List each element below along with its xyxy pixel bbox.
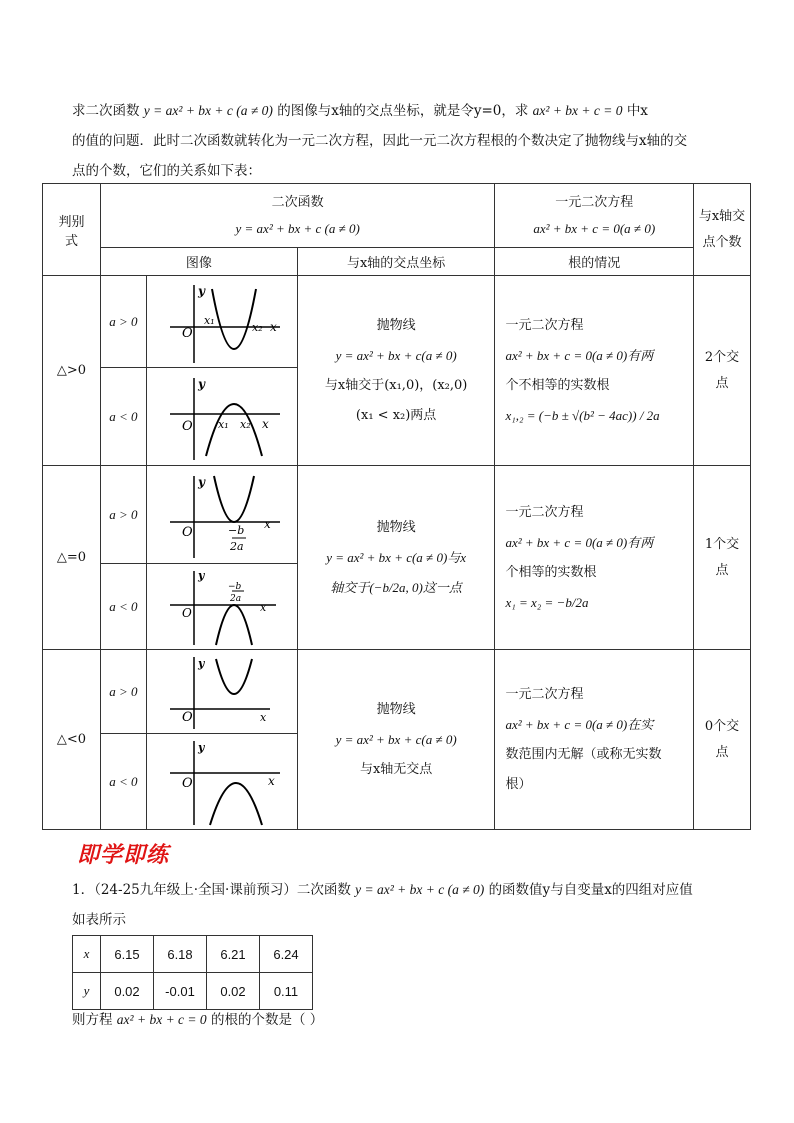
graph-two-roots-down: [146, 368, 297, 466]
intro-text: 中x: [626, 103, 648, 119]
svg-text:O: O: [181, 325, 193, 341]
intro-line: 的值的问题．此时二次函数就转化为一元二次方程，因此一元二次方程根的个数决定了抛物线与x轴的交: [72, 133, 688, 149]
a-positive-label: a > 0: [100, 276, 146, 368]
a-negative-label: a < 0: [100, 368, 146, 466]
svg-text:y: y: [197, 656, 205, 670]
svg-text:2a: 2a: [229, 539, 244, 553]
coords-two-points: 抛物线 y = ax² + bx + c(a ≠ 0) 与x轴交于(x₁,0)，(x₂,0) (x₁ < x₂)两点: [297, 276, 495, 466]
coords-no-point: 抛物线 y = ax² + bx + c(a ≠ 0) 与x轴无交点: [297, 650, 495, 830]
disc-zero: △=0: [43, 466, 101, 650]
roots-none: 一元二次方程 ax² + bx + c = 0(a ≠ 0)在实 数范围内无解（或称无实数 根）: [495, 650, 694, 830]
svg-text:O: O: [181, 605, 192, 620]
count-one: 1个交点: [694, 466, 751, 650]
a-negative-label: a < 0: [100, 564, 146, 650]
graph-two-roots-up: [146, 276, 297, 368]
svg-text:x: x: [263, 516, 271, 531]
svg-text:y: y: [197, 474, 205, 489]
a-positive-label: a > 0: [100, 466, 146, 564]
header-count: 与x轴交点个数: [694, 184, 751, 276]
disc-negative: △<0: [43, 650, 101, 830]
count-two: 2个交点: [694, 276, 751, 466]
count-zero: 0个交点: [694, 650, 751, 830]
relationship-table: [42, 183, 751, 830]
a-positive-label: a > 0: [100, 650, 146, 734]
graph-no-root-down: [146, 734, 297, 830]
graph-one-root-up: [146, 466, 297, 564]
roots-two-distinct: 一元二次方程 ax² + bx + c = 0(a ≠ 0)有两 个不相等的实数根 x₁,₂ = (−b ± √(b² − 4ac)) / 2a: [495, 276, 694, 466]
svg-text:y: y: [197, 376, 205, 391]
question-1-prompt: 则方程 ax² + bx + c = 0 的根的个数是（ ）: [72, 1012, 324, 1028]
y-row: y 0.02 -0.01 0.02 0.11: [73, 973, 313, 1010]
svg-text:y: y: [197, 740, 205, 754]
svg-text:x: x: [267, 773, 275, 788]
intro-paragraph: [72, 96, 732, 186]
svg-text:2a: 2a: [229, 593, 241, 604]
intro-text: 求二次函数: [72, 103, 140, 119]
header-graph: 图像: [100, 248, 297, 276]
header-roots: 根的情况: [495, 248, 694, 276]
svg-text:O: O: [181, 418, 193, 434]
svg-text:x₁: x₁: [203, 313, 215, 327]
graph-one-root-down: [146, 564, 297, 650]
svg-text:x: x: [259, 710, 267, 724]
svg-text:y: y: [197, 568, 205, 582]
graph-no-root-up: [146, 650, 297, 734]
svg-text:x: x: [261, 416, 269, 431]
svg-text:x₂: x₂: [251, 320, 263, 334]
svg-text:−b: −b: [227, 523, 245, 537]
header-function: 二次函数 y = ax² + bx + c (a ≠ 0): [100, 184, 495, 248]
question-1: 1．（24-25九年级上·全国·课前预习）二次函数 y = ax² + bx + c (a ≠ 0) 的函数值y与自变量x的四组对应值 如表所示: [72, 882, 693, 928]
header-discriminant: 判别式: [43, 184, 101, 276]
function-formula: y = ax² + bx + c (a ≠ 0): [143, 103, 273, 118]
svg-text:−b: −b: [227, 581, 242, 592]
svg-text:O: O: [181, 709, 193, 725]
values-table: [72, 935, 313, 1010]
roots-two-equal: 一元二次方程 ax² + bx + c = 0(a ≠ 0)有两 个相等的实数根 x₁ = x₂ = −b/2a: [495, 466, 694, 650]
svg-text:O: O: [181, 775, 193, 791]
svg-text:x: x: [269, 319, 277, 334]
svg-text:x₁: x₁: [217, 417, 229, 431]
a-negative-label: a < 0: [100, 734, 146, 830]
intro-line: 点的个数，它们的关系如下表：: [72, 163, 261, 179]
coords-one-point: 抛物线 y = ax² + bx + c(a ≠ 0)与x 轴交于(−b/2a, 0)这一点: [297, 466, 495, 650]
header-equation: 一元二次方程 ax² + bx + c = 0(a ≠ 0): [495, 184, 694, 248]
equation-formula: ax² + bx + c = 0: [532, 103, 623, 118]
x-row: x 6.15 6.18 6.21 6.24: [73, 936, 313, 973]
svg-text:x₂: x₂: [239, 417, 251, 431]
header-coords: 与x轴的交点坐标: [297, 248, 495, 276]
intro-text: 的图像与x轴的交点坐标，就是令y=0，求: [277, 103, 529, 119]
disc-positive: △>0: [43, 276, 101, 466]
practice-heading: 即学即练: [77, 843, 170, 868]
svg-text:x: x: [259, 600, 267, 614]
svg-text:O: O: [181, 524, 193, 540]
svg-text:y: y: [197, 283, 205, 298]
